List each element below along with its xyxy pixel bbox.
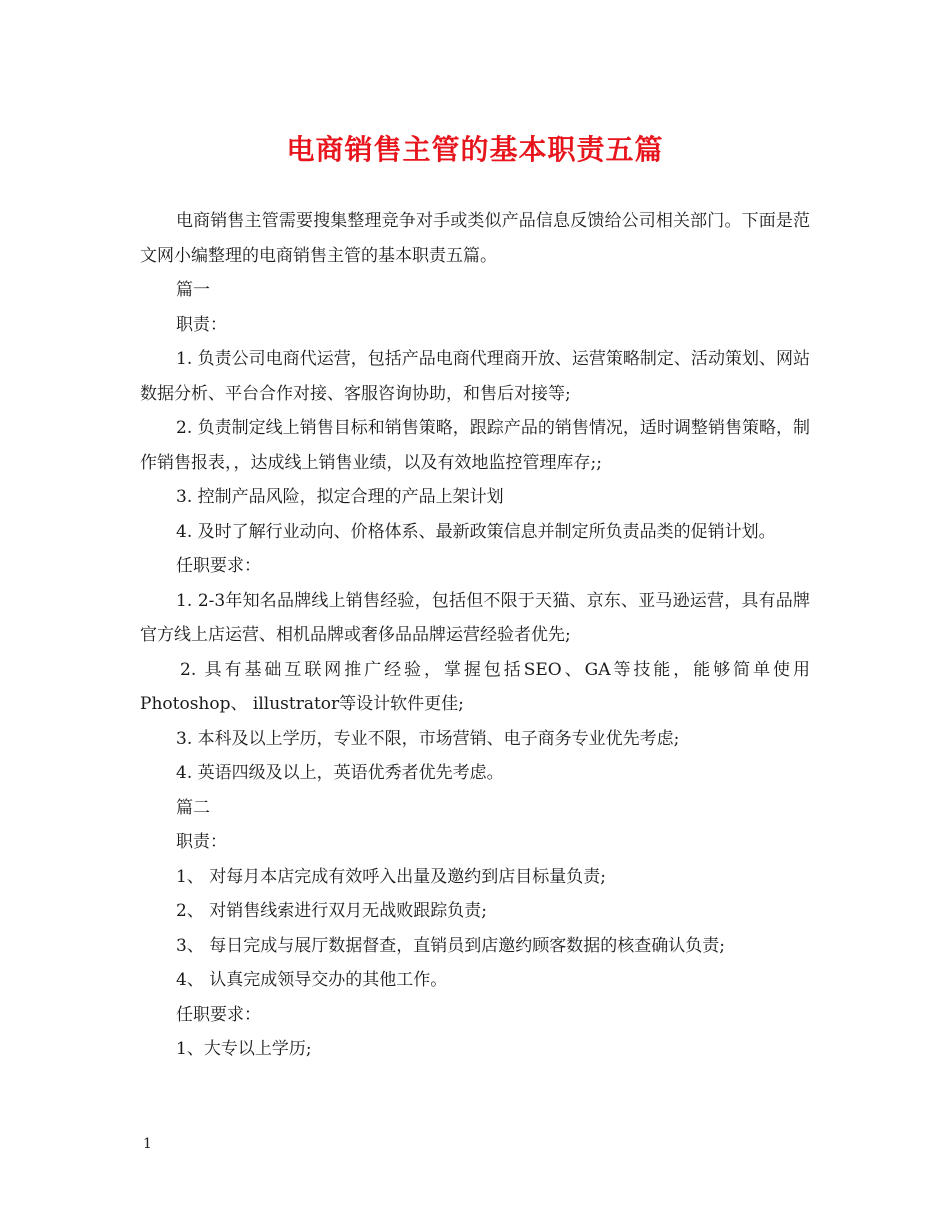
section-heading: 篇一	[176, 280, 210, 300]
list-item: 1、大专以上学历;	[176, 1039, 312, 1059]
page-number: 1	[143, 1136, 152, 1152]
list-item: 1. 负责公司电商代运营，包括产品电商代理商开放、运营策略制定、活动策划、网站数据分析、平台合作对接、客服咨询协助，和售后对接等;	[140, 349, 810, 404]
list-item: 2. 具有基础互联网推广经验，掌握包括SEO、GA等技能，能够简单使用Photoshop、 illustrator等设计软件更佳;	[140, 659, 810, 714]
document-body	[140, 204, 810, 1067]
document-title: 电商销售主管的基本职责五篇	[286, 133, 664, 166]
list-item: 3. 本科及以上学历，专业不限，市场营销、电子商务专业优先考虑;	[176, 728, 680, 749]
list-item: 3、 每日完成与展厅数据督查，直销员到店邀约顾客数据的核查确认负责;	[176, 935, 725, 956]
list-item: 1、 对每月本店完成有效呼入出量及邀约到店目标量负责;	[176, 866, 606, 887]
list-item: 4. 英语四级及以上，英语优秀者优先考虑。	[176, 763, 504, 783]
list-item: 3. 控制产品风险，拟定合理的产品上架计划	[176, 487, 504, 507]
subsection-heading: 职责：	[176, 832, 227, 852]
subsection-heading: 任职要求：	[176, 556, 261, 576]
list-item: 4. 及时了解行业动向、价格体系、最新政策信息并制定所负责品类的促销计划。	[176, 521, 776, 542]
section-heading: 篇二	[176, 797, 210, 818]
intro-paragraph: 电商销售主管需要搜集整理竞争对手或类似产品信息反馈给公司相关部门。下面是范文网小编整理的电商销售主管的基本职责五篇。	[140, 211, 810, 266]
list-item: 2. 负责制定线上销售目标和销售策略，跟踪产品的销售情况，适时调整销售策略，制作销售报表，，达成线上销售业绩，以及有效地监控管理库存;;	[140, 418, 810, 473]
list-item: 2、 对销售线索进行双月无战败跟踪负责;	[176, 901, 487, 921]
list-item: 4、 认真完成领导交办的其他工作。	[176, 970, 448, 990]
list-item: 1. 2-3年知名品牌线上销售经验，包括但不限于天猫、京东、亚马逊运营，具有品牌官方线上店运营、相机品牌或奢侈品品牌运营经验者优先;	[140, 590, 810, 645]
subsection-heading: 职责：	[176, 314, 227, 335]
subsection-heading: 任职要求：	[176, 1004, 261, 1025]
